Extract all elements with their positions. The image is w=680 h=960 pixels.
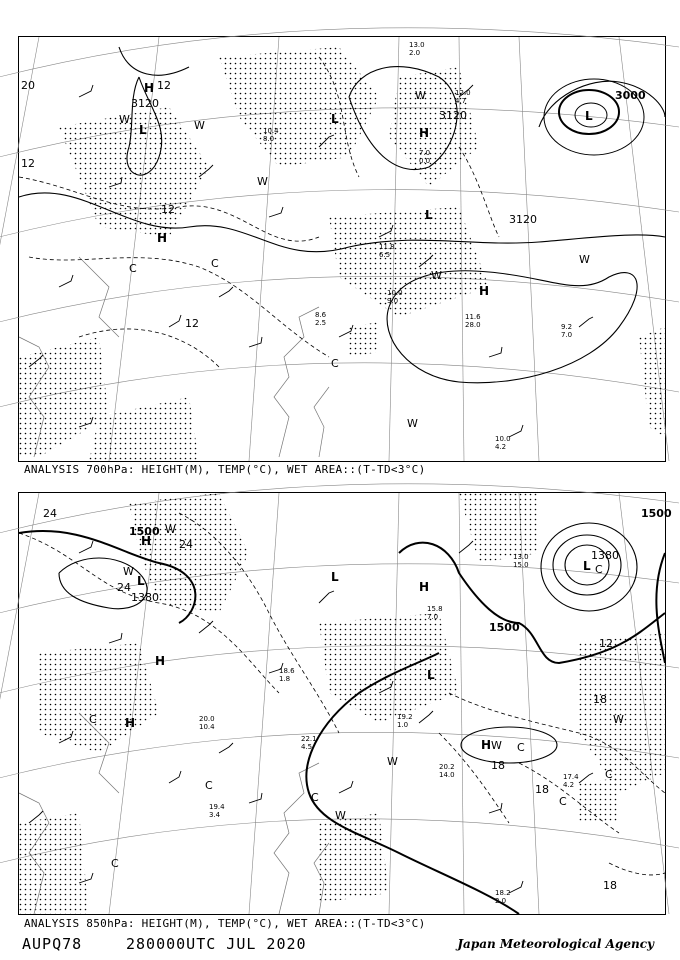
isotherm-label-12-c: 12 [185,317,199,330]
high-center-700-center: H [419,126,430,140]
svg-text:7.0: 7.0 [427,613,439,621]
chart-code: AUPQ78 [22,935,83,953]
caption-700hpa: ANALYSIS 700hPa: HEIGHT(M), TEMP(°C), WET AREA::(T-TD<3°C) [24,463,426,476]
svg-text:13.0: 13.0 [409,41,425,49]
isotherm-label-12: 12 [599,637,613,650]
agency-name: Japan Meteorological Agency [457,937,654,951]
low-center-700-nw: L [139,123,147,137]
analysis-850hpa-map [18,492,672,915]
map-700hpa-svg [19,37,665,461]
high-center-850-sw: H [125,716,136,730]
svg-text:14.0: 14.0 [439,771,455,779]
svg-text:7.0: 7.0 [561,331,573,339]
observation-6 [455,89,471,105]
svg-text:11.6: 11.6 [465,313,481,321]
svg-text:11.8: 11.8 [379,243,395,251]
isotherm-label-24-b: 24 [179,538,193,551]
svg-text:28.0: 28.0 [465,321,481,329]
svg-text:19.2: 19.2 [397,713,413,721]
low-center-700-c: L [425,208,433,222]
warm-center-700-6: W [407,417,418,430]
svg-text:3.4: 3.4 [209,811,221,819]
isotherm-label-12-b: 12 [161,203,175,216]
observation-4 [465,313,481,329]
cold-center-850-4: C [311,791,319,804]
svg-text:9.2: 9.2 [561,323,573,331]
isotherm-label-18-c: 18 [593,693,607,706]
cold-center-850-7: C [605,768,613,781]
high-center-850-c: H [419,580,430,594]
svg-text:10.0: 10.0 [495,435,511,443]
svg-text:15.8: 15.8 [427,605,443,613]
observation-2 [419,149,430,165]
high-center-850-nw: H [141,534,152,548]
wet-areas [19,47,665,461]
warm-center-850-1: W [165,523,176,536]
observation-850-1 [495,889,511,905]
isotherm-label-18-d: 18 [603,879,617,892]
svg-text:19.4: 19.4 [209,803,225,811]
warm-center-850-6: W [335,809,346,822]
svg-text:1.0: 1.0 [397,721,409,729]
observation-3 [495,435,511,451]
svg-text:2.0: 2.0 [495,897,507,905]
observation-1 [409,41,425,57]
cold-center-850-8: C [595,563,603,576]
cold-center-850-2: C [111,857,119,870]
height-label-3120-e: 3120 [509,213,537,226]
low-center-850-nw: L [137,574,145,588]
observation-850-2 [397,713,413,729]
svg-text:6.5: 6.5 [379,251,391,259]
svg-text:20.2: 20.2 [439,763,455,771]
svg-text:8.0: 8.0 [263,135,275,143]
observation-10 [315,311,327,327]
svg-text:10.4: 10.4 [199,723,215,731]
caption-850hpa: ANALYSIS 850hPa: HEIGHT(M), TEMP(°C), WET AREA::(T-TD<3°C) [24,917,426,930]
svg-text:12.0: 12.0 [455,89,471,97]
svg-text:7.0: 7.0 [419,149,431,157]
high-center-850-e: H [481,738,492,752]
svg-text:18.2: 18.2 [495,889,511,897]
height-label-1500-c: 1500 [489,621,520,634]
cold-center-700-3: C [331,357,339,370]
svg-text:20.0: 20.0 [199,715,215,723]
warm-center-850-4: W [613,713,624,726]
warm-center-700-2: W [194,119,205,132]
height-label-1380-e: 1380 [591,549,619,562]
isotherm-label-12-a: 12 [157,79,171,92]
height-label-1500-edge: 1500 [641,507,672,520]
cold-center-700-2: C [211,257,219,270]
warm-center-850-3: W [491,739,502,752]
height-label-1380-w: 1380 [131,591,159,604]
isotherm-label-24-c: 24 [117,581,131,594]
isotherm-label-20: 20 [21,79,35,92]
isotherm-label-18-a: 18 [491,759,505,772]
svg-text:10.0: 10.0 [387,289,403,297]
svg-text:4.5: 4.5 [301,743,313,751]
observation-850-4 [563,773,579,789]
observation-850-5 [209,803,225,819]
svg-text:22.1: 22.1 [301,735,317,743]
observation-850-9 [199,715,215,731]
isotherm-label-24-a: 24 [43,507,57,520]
height-label-3120-nw: 3120 [131,97,159,110]
high-center-850-w: H [155,654,166,668]
cold-center-850-3: C [205,779,213,792]
svg-text:1.8: 1.8 [279,675,291,683]
cold-center-850-6: C [559,795,567,808]
height-label-3000: 3000 [615,89,646,102]
map-850hpa-svg [19,493,672,914]
warm-center-700-3: W [257,175,268,188]
observation-850-10 [279,667,295,683]
observation-850-3 [439,763,455,779]
svg-text:15.0: 15.0 [513,561,529,569]
height-label-1500-nw: 1500 [129,525,160,538]
analysis-700hpa-map [18,36,666,462]
low-center-850-n: L [331,570,339,584]
high-center-700-e: H [479,284,490,298]
svg-text:18.6: 18.6 [279,667,295,675]
warm-center-700-4: W [415,89,426,102]
low-center-700-n: L [331,112,339,126]
warm-center-700-5: W [579,253,590,266]
svg-text:9.0: 9.0 [387,297,399,305]
svg-text:2.5: 2.5 [315,319,327,327]
high-center-700-nw: H [144,81,155,95]
svg-text:10.4: 10.4 [263,127,279,135]
height-label-3120-n: 3120 [439,109,467,122]
svg-text:2.0: 2.0 [409,49,421,57]
isotherm-label-18-b: 18 [535,783,549,796]
wet-areas-850 [19,493,665,914]
warm-center-700-1: W [119,113,130,126]
warm-center-700-7: W [431,269,442,282]
svg-text:17.4: 17.4 [563,773,579,781]
svg-text:13.0: 13.0 [513,553,529,561]
svg-text:4.2: 4.2 [495,443,507,451]
cold-center-700-1: C [129,262,137,275]
isotherm-label-12-d: 12 [21,157,35,170]
low-center-850-c: L [427,668,435,682]
svg-text:4.2: 4.2 [563,781,575,789]
cold-center-850-5: C [517,741,525,754]
observation-5 [561,323,572,339]
svg-text:4.7: 4.7 [455,97,467,105]
observation-850-6 [513,553,529,569]
warm-center-850-2: W [123,565,134,578]
cold-center-850-1: C [89,713,97,726]
high-center-700-w: H [157,231,168,245]
low-center-700-ne: L [585,109,593,123]
svg-text:8.6: 8.6 [315,311,327,319]
warm-center-850-5: W [387,755,398,768]
svg-text:0.0: 0.0 [419,157,431,165]
valid-time: 280000UTC JUL 2020 [126,935,307,953]
low-center-850-ne: L [583,559,591,573]
